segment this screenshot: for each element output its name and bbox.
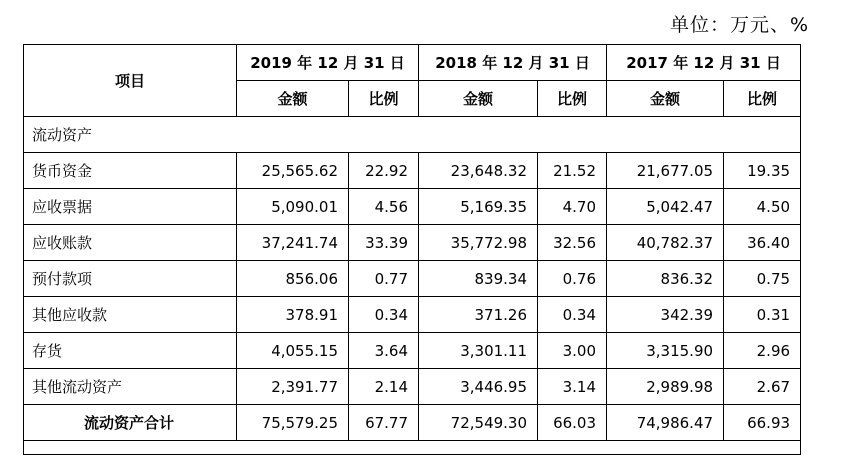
header-amount: 金额 (237, 81, 349, 117)
header-ratio: 比例 (349, 81, 419, 117)
cell-value: 5,090.01 (237, 189, 349, 225)
cell-value: 72,549.30 (419, 405, 538, 441)
table-row (24, 297, 801, 333)
cell-value: 2,989.98 (607, 369, 724, 405)
header-year-2018: 2018 年 12 月 31 日 (419, 45, 607, 81)
cell-value: 3,301.11 (419, 333, 538, 369)
cell-value: 19.35 (724, 153, 801, 189)
row-label: 其他应收款 (24, 297, 237, 333)
section-title: 流动资产 (24, 117, 801, 153)
cell-value: 371.26 (419, 297, 538, 333)
cell-value: 66.03 (538, 405, 607, 441)
table-row (24, 225, 801, 261)
cell-value: 3.00 (538, 333, 607, 369)
cell-value: 4.50 (724, 189, 801, 225)
header-amount: 金额 (607, 81, 724, 117)
cell-value: 33.39 (349, 225, 419, 261)
header-year-2017: 2017 年 12 月 31 日 (607, 45, 801, 81)
cell-value: 40,782.37 (607, 225, 724, 261)
cell-value: 0.77 (349, 261, 419, 297)
table-row (24, 153, 801, 189)
cell-value: 856.06 (237, 261, 349, 297)
current-assets-table (23, 44, 801, 455)
total-row (24, 405, 801, 441)
cell-value: 0.75 (724, 261, 801, 297)
table-row (24, 261, 801, 297)
unit-note: 单位：万元、% (669, 14, 809, 36)
cell-value: 342.39 (607, 297, 724, 333)
cell-value: 67.77 (349, 405, 419, 441)
cell-value: 66.93 (724, 405, 801, 441)
header-year-2019: 2019 年 12 月 31 日 (237, 45, 419, 81)
cell-value: 23,648.32 (419, 153, 538, 189)
cutoff-cell (24, 441, 801, 455)
cell-value: 5,169.35 (419, 189, 538, 225)
header-amount: 金额 (419, 81, 538, 117)
cell-value: 3.64 (349, 333, 419, 369)
header-ratio: 比例 (538, 81, 607, 117)
total-label: 流动资产合计 (24, 405, 237, 441)
row-label: 其他流动资产 (24, 369, 237, 405)
cell-value: 35,772.98 (419, 225, 538, 261)
table-row (24, 333, 801, 369)
cell-value: 5,042.47 (607, 189, 724, 225)
cell-value: 0.31 (724, 297, 801, 333)
cell-value: 3.14 (538, 369, 607, 405)
cell-value: 2.96 (724, 333, 801, 369)
header-item: 项目 (24, 45, 237, 117)
cell-value: 2.14 (349, 369, 419, 405)
cell-value: 22.92 (349, 153, 419, 189)
row-label: 应收票据 (24, 189, 237, 225)
table-row (24, 189, 801, 225)
cell-value: 4.70 (538, 189, 607, 225)
cell-value: 25,565.62 (237, 153, 349, 189)
table-row (24, 369, 801, 405)
cell-value: 836.32 (607, 261, 724, 297)
cell-value: 3,315.90 (607, 333, 724, 369)
cell-value: 378.91 (237, 297, 349, 333)
cell-value: 4,055.15 (237, 333, 349, 369)
cell-value: 75,579.25 (237, 405, 349, 441)
header-ratio: 比例 (724, 81, 801, 117)
row-label: 货币资金 (24, 153, 237, 189)
cell-value: 21.52 (538, 153, 607, 189)
table-row-cutoff (24, 441, 801, 455)
cell-value: 2.67 (724, 369, 801, 405)
section-row (24, 117, 801, 153)
cell-value: 0.34 (538, 297, 607, 333)
cell-value: 74,986.47 (607, 405, 724, 441)
cell-value: 32.56 (538, 225, 607, 261)
cell-value: 21,677.05 (607, 153, 724, 189)
cell-value: 3,446.95 (419, 369, 538, 405)
cell-value: 4.56 (349, 189, 419, 225)
row-label: 应收账款 (24, 225, 237, 261)
cell-value: 0.34 (349, 297, 419, 333)
row-label: 预付款项 (24, 261, 237, 297)
cell-value: 839.34 (419, 261, 538, 297)
cell-value: 36.40 (724, 225, 801, 261)
cell-value: 0.76 (538, 261, 607, 297)
cell-value: 2,391.77 (237, 369, 349, 405)
cell-value: 37,241.74 (237, 225, 349, 261)
row-label: 存货 (24, 333, 237, 369)
